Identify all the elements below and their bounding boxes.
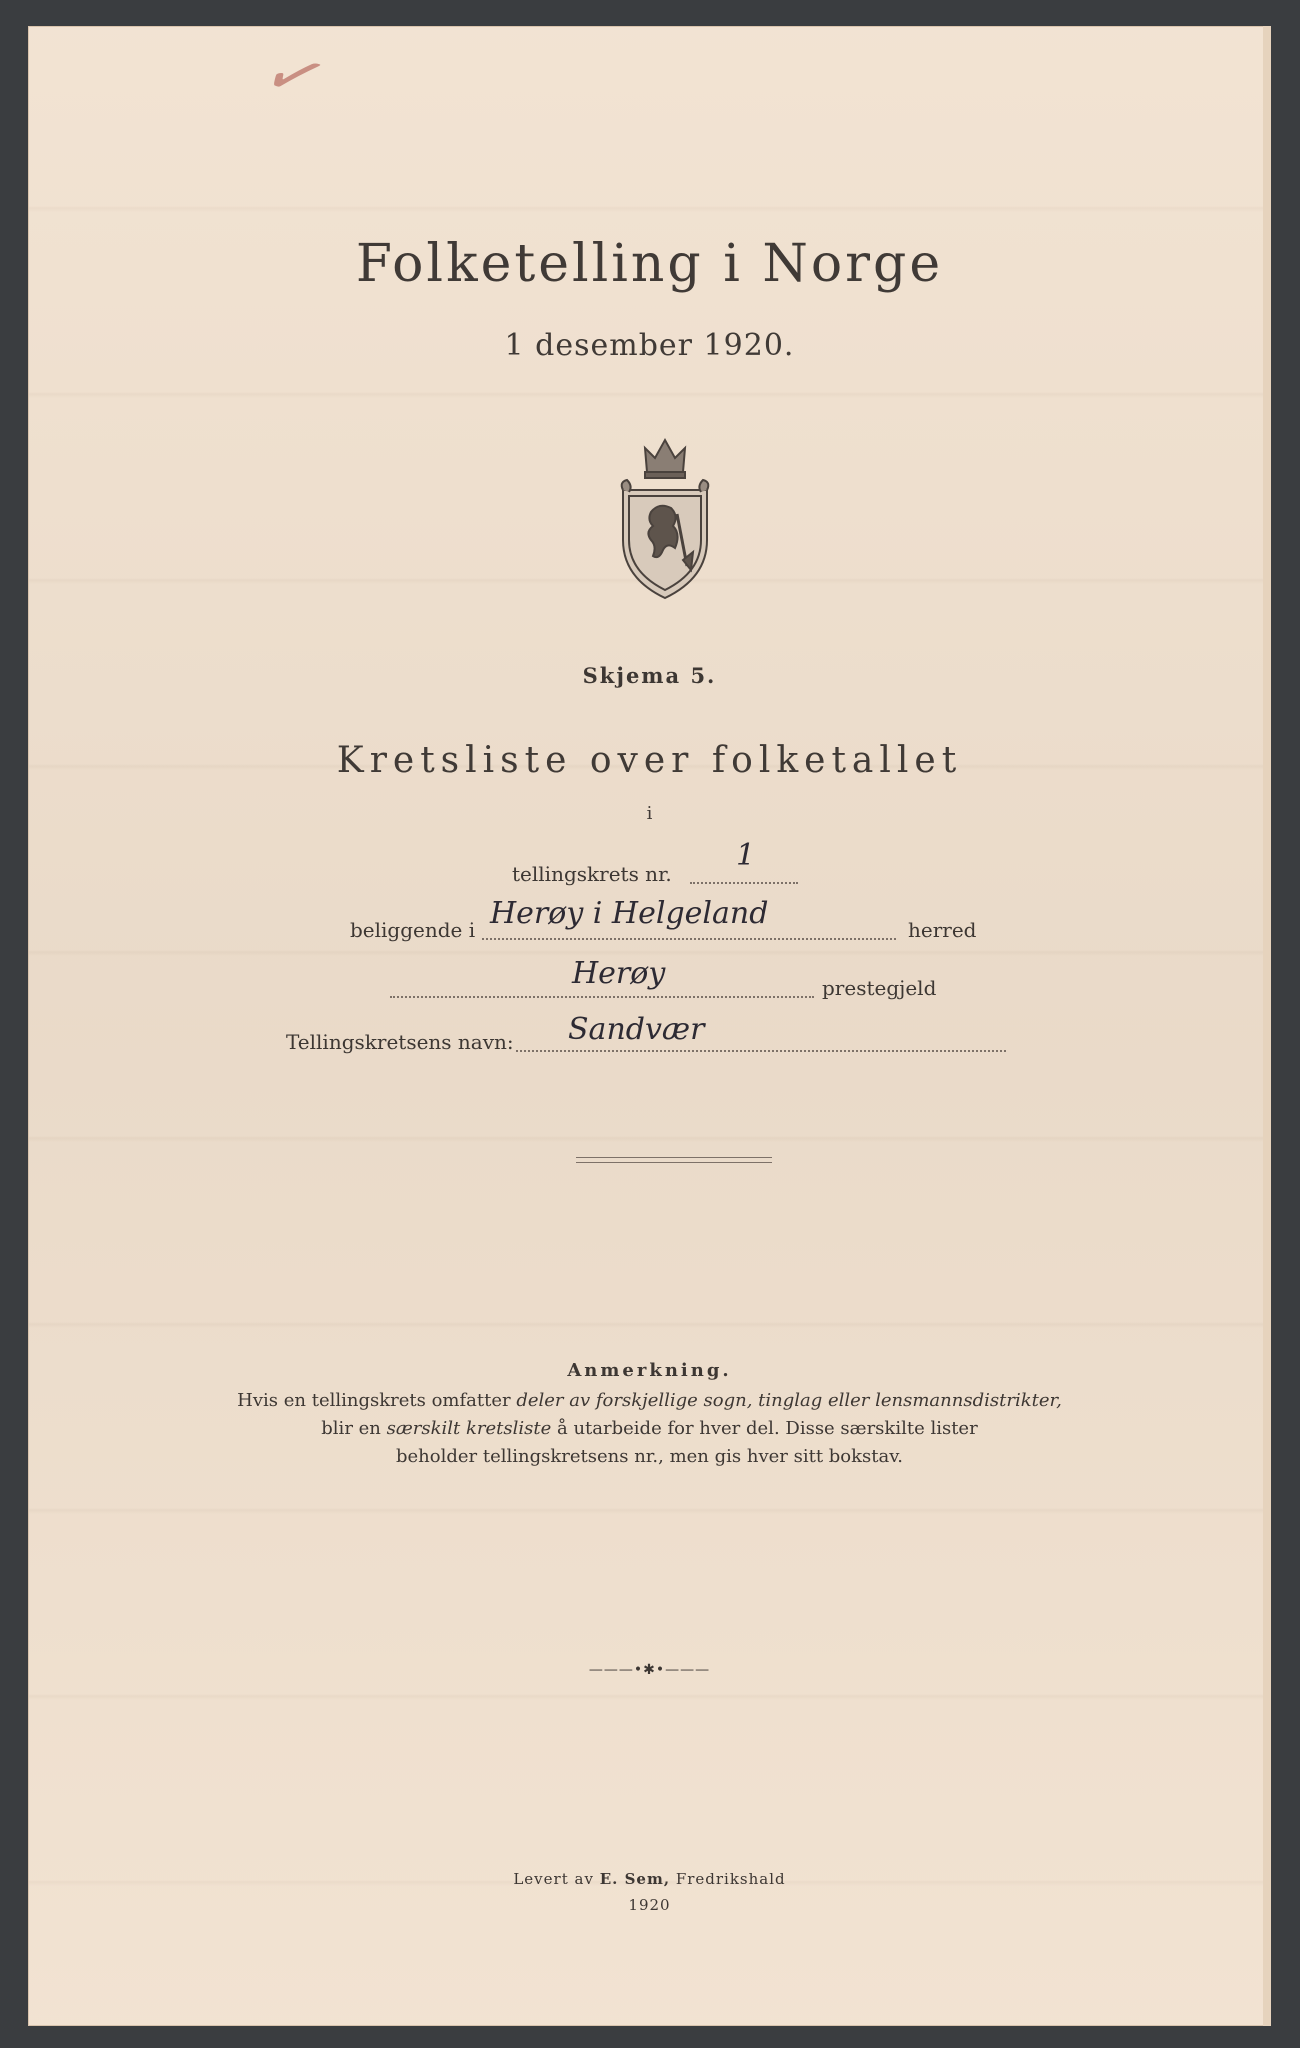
note-line-1 (28, 1390, 1271, 1411)
herred-label: herred (908, 918, 977, 942)
printer-place: Fredrikshald (670, 1870, 786, 1888)
preposition-i: i (646, 803, 653, 824)
note-line-2-text-c: å utarbeide for hver del. Disse særskilte lister (551, 1418, 978, 1439)
beliggende-label: beliggende i (350, 918, 476, 942)
prestegjeld-label: prestegjeld (822, 976, 937, 1000)
form-heading: Kretsliste over folketallet (336, 740, 963, 781)
paper-edge (1263, 26, 1271, 2026)
schema-label: Skjema 5. (582, 663, 717, 688)
note-line-2-text-a: blir en (321, 1418, 387, 1439)
note-line-3: beholder tellingskretsens nr., men gis hver sitt bokstav. (395, 1446, 903, 1467)
note-line-2 (28, 1418, 1271, 1439)
printer-year: 1920 (628, 1896, 671, 1914)
krets-label: tellingskrets nr. (512, 862, 672, 886)
beliggende-dotted-line (482, 938, 896, 940)
printer-line (28, 1870, 1271, 1888)
page-title: Folketelling i Norge (355, 234, 944, 294)
navn-label: Tellingskretsens navn: (286, 1030, 514, 1054)
norway-coat-of-arms-icon (615, 430, 715, 600)
printer-prefix: Levert av (513, 1870, 600, 1888)
note-line-1-emphasis: deler av forskjellige sogn, tinglag eller lensmannsdistrikter, (516, 1390, 1062, 1411)
page-subtitle: 1 desember 1920. (504, 328, 795, 363)
navn-handwritten: Sandvær (568, 1012, 705, 1047)
krets-number-handwritten: 1 (736, 838, 756, 873)
census-form-page (28, 26, 1271, 2026)
divider-rule (576, 1157, 772, 1163)
note-line-1-text: Hvis en tellingskrets omfatter (237, 1390, 517, 1411)
pencil-check-mark: ✓ (252, 31, 327, 119)
printer-name: E. Sem, (599, 1870, 671, 1888)
note-title: Anmerkning. (567, 1360, 732, 1381)
beliggende-handwritten: Herøy i Helgeland (490, 896, 769, 931)
ornament-divider: ———•✱•——— (588, 1662, 711, 1678)
krets-dotted-line (690, 882, 798, 884)
navn-dotted-line (516, 1050, 1006, 1052)
prestegjeld-handwritten: Herøy (572, 956, 666, 991)
prestegjeld-dotted-line (390, 996, 814, 998)
note-line-2-emphasis: særskilt kretsliste (386, 1418, 552, 1439)
